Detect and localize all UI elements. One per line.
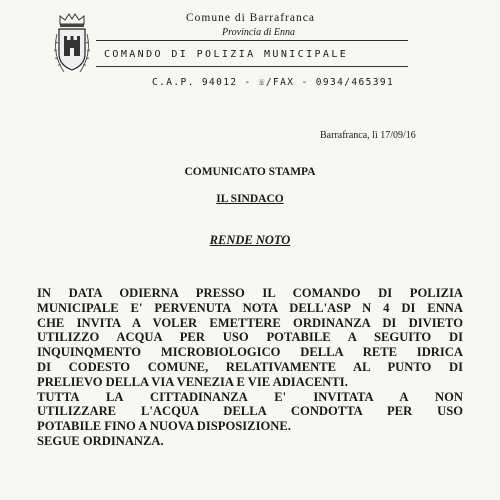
document-title: COMUNICATO STAMPA bbox=[184, 166, 316, 178]
announce-text: RENDE NOTO bbox=[209, 233, 291, 247]
letterhead-comune: Comune di Barrafranca bbox=[186, 12, 315, 24]
body-line: TUTTA LA CITTADINANZA E' INVITATA A NON bbox=[37, 389, 463, 404]
body-line: DI CODESTO COMUNE, RELATIVAMENTE AL PUNTO DI bbox=[37, 359, 463, 374]
body-line: PRELIEVO DELLA VIA VENEZIA E VIE ADIACENTI. bbox=[37, 374, 348, 389]
letterhead-divider-top bbox=[96, 40, 408, 41]
letterhead-divider-bottom bbox=[96, 66, 408, 67]
place-date: Barrafranca, lì 17/09/16 bbox=[320, 130, 416, 141]
letterhead-contact: C.A.P. 94012 - ☏/FAX - 0934/465391 bbox=[152, 77, 395, 88]
body-line: UTILIZZO ACQUA PER USO POTABILE A SEGUITO DI bbox=[37, 330, 463, 345]
subtitle-text: IL SINDACO bbox=[216, 193, 284, 205]
body-line: IN DATA ODIERNA PRESSO IL COMANDO DI POLIZIA bbox=[37, 286, 463, 300]
body-line: POTABILE FINO A NUOVA DISPOSIZIONE. bbox=[37, 419, 291, 434]
announcement-body bbox=[37, 286, 463, 449]
letterhead-comando: COMANDO DI POLIZIA MUNICIPALE bbox=[104, 49, 349, 60]
body-line: CHE INVITA A VOLER EMETTERE ORDINANZA DI DIVIETO bbox=[37, 315, 463, 330]
body-line: INQUINQMENTO MICROBIOLOGICO DELLA RETE IDRICA bbox=[37, 345, 463, 360]
announce-heading bbox=[0, 233, 500, 248]
document-subtitle bbox=[0, 193, 500, 205]
body-line: UTILIZZARE L'ACQUA DELLA CONDOTTA PER USO bbox=[37, 404, 463, 419]
letterhead-provincia: Provincia di Enna bbox=[222, 27, 295, 38]
body-line: SEGUE ORDINANZA. bbox=[37, 433, 164, 448]
body-line: MUNICIPALE E' PERVENUTA NOTA DELL'ASP N 4 DI ENNA bbox=[37, 300, 463, 315]
municipal-crest-icon bbox=[52, 10, 92, 80]
